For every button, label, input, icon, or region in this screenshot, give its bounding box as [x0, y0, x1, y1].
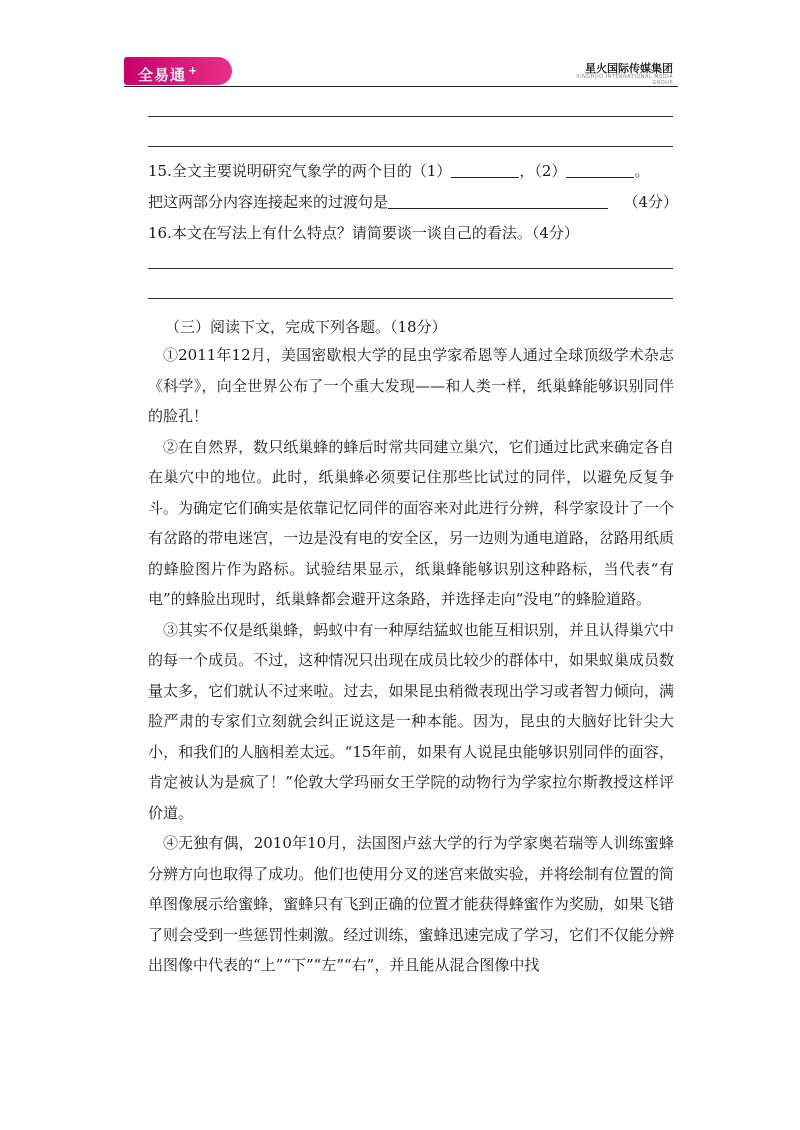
answer-line	[148, 268, 673, 269]
logo-plus: +	[188, 64, 199, 77]
question-15-line2	[148, 191, 678, 212]
logo-text: 全易通	[138, 66, 187, 84]
publisher-name: 星火国际传媒集团	[585, 62, 673, 75]
header-divider	[124, 86, 678, 87]
question-16: 16.本文在写法上有什么特点？请简要谈一谈自己的看法。（4分）	[148, 224, 579, 242]
section-title: （三）阅读下文，完成下列各题。（18分）	[165, 318, 447, 336]
q15-blank-2[interactable]	[566, 163, 634, 178]
paragraph-1: ①2011年12月，美国密歇根大学的昆虫学家希恩等人通过全球顶级学术杂志《科学》，向全世界公布了一个重大发现——和人类一样，纸巢蜂能够识别同伴的脸孔！	[148, 346, 674, 425]
paragraph-3: ③其实不仅是纸巢蜂，蚂蚁中有一种厚结猛蚁也能互相识别，并且认得巢穴中的每一个成员。不过，这种情况只出现在成员比较少的群体中，如果蚁巢成员数量太多，它们就认不过来啦。过去，如果昆虫稍微表现出学习或者智力倾向，满脸严肃的专家们立刻就会纠正说这是一种本能。因为，昆虫的大脑好比针尖大小，和我们的人脑相差太远。“15年前，如果有人说昆虫能够识别同伴的面容，肯定被认为是疯了！”伦敦大学玛丽女王学院的动物行为学家拉尔斯教授这样评价道。	[148, 620, 674, 822]
question-15	[148, 160, 678, 181]
answer-line	[148, 298, 673, 299]
page-header	[0, 0, 800, 90]
q15-text-end: 。	[634, 162, 650, 180]
q15-score: （4分）	[623, 193, 678, 211]
q15-text-mid: ，（2）	[519, 162, 567, 180]
q15-line2-text: 把这两部分内容连接起来的过渡句是	[148, 193, 389, 211]
paragraph-2: ②在自然界，数只纸巢蜂的蜂后时常共同建立巢穴，它们通过比武来确定各自在巢穴中的地位。此时，纸巢蜂必须要记住那些比试过的同伴，以避免反复争斗。为确定它们确实是依靠记忆同伴的面容来对此进行分辨，科学家设计了一个有岔路的带电迷宫，一边是没有电的安全区，另一边则为通电道路，岔路用纸质的蜂脸图片作为路标。试验结果显示，纸巢蜂能够识别这种路标，当代表“有电”的蜂脸出现时，纸巢蜂都会避开这条路，并选择走向“没电”的蜂脸道路。	[148, 437, 674, 608]
passage	[148, 340, 674, 981]
paragraph-4: ④无独有偶，2010年10月，法国图卢兹大学的行为学家奥若瑞等人训练蜜蜂分辨方向也取得了成功。他们也使用分叉的迷宫来做实验，并将绘制有位置的简单图像展示给蜜蜂，蜜蜂只有飞到正确的位置才能获得蜂蜜作为奖励，如果飞错了则会受到一些惩罚性刺激。经过训练，蜜蜂迅速完成了学习，它们不仅能分辨出图像中代表的“上”“下”“左”“右”，并且能从混合图像中找	[148, 834, 674, 974]
publisher-subtitle: XINGHUO INTERNATIONAL MEDIA GROUP	[576, 74, 673, 86]
q15-text-start: 15.全文主要说明研究气象学的两个目的（1）	[148, 162, 452, 180]
brand-logo	[124, 57, 232, 85]
q15-blank-3[interactable]	[388, 194, 608, 209]
answer-line	[148, 146, 673, 147]
answer-line	[148, 116, 673, 117]
q15-blank-1[interactable]	[451, 163, 519, 178]
